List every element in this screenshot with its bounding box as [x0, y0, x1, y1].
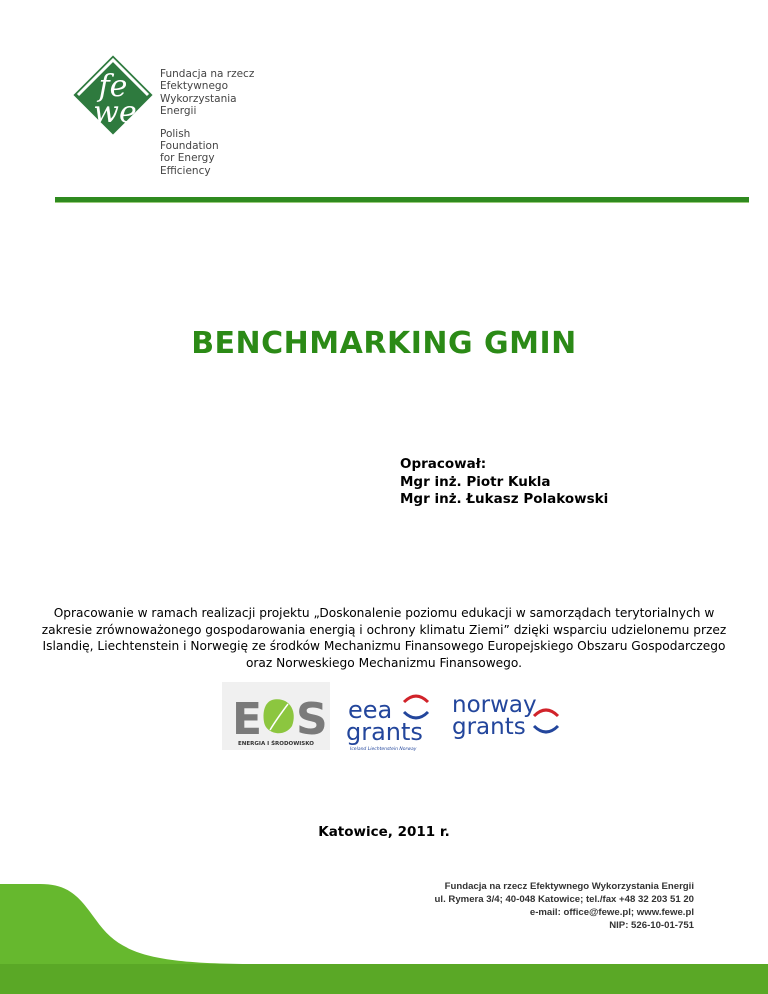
logo-text-pl-1: Fundacja na rzecz	[160, 68, 255, 80]
authors-label: Opracował:	[400, 456, 487, 472]
footer-line-email: e-mail: office@fewe.pl; www.fewe.pl	[529, 907, 694, 918]
norway-grants-logo	[452, 692, 558, 740]
project-description: Opracowanie w ramach realizacji projektu „Doskonalenie poziomu edukacji w samorządach terytorialnych w zakresie zrównoważonego gospodarowania energią i ochrony klimatu Ziemi” dzięki wsparciu udzielonemu przez Islandię, Liechtenstein i Norwegię ze środków Mechanizmu Finansowego Europejskiego Obszaru Gospodarczego oraz Norweskiego Mechanizmu Finansowego.	[41, 606, 727, 670]
footer-line-address: ul. Rymera 3/4; 40-048 Katowice; tel./fax +48 32 203 51 20	[434, 894, 694, 905]
fewe-logo	[68, 40, 266, 190]
partner-logos	[222, 682, 567, 752]
logo-text-pl-4: Energii	[160, 105, 197, 118]
logo-text-en-1: Polish	[160, 127, 191, 140]
eea-text: eea	[348, 696, 393, 724]
eea-subtitle: Iceland Liechtenstein Norway	[350, 747, 417, 752]
author-name-1: Mgr inż. Piotr Kukla	[400, 473, 551, 490]
logo-text-en-2: Foundation	[160, 140, 219, 153]
logo-text-pl-2: Efektywnego	[160, 80, 228, 93]
footer-contact	[435, 880, 694, 932]
eea-grants-logo	[346, 696, 428, 752]
logo-mark-letters-bottom: we	[93, 95, 137, 130]
norway-swirl-icon	[534, 710, 558, 716]
logo-text-pl-3: Wykorzystania	[160, 92, 237, 105]
authors-block	[400, 456, 608, 509]
fewe-logo-mark	[68, 50, 158, 140]
logo-text-en-3: for Energy	[160, 152, 215, 165]
footer-line-name: Fundacja na rzecz Efektywnego Wykorzystania Energii	[444, 881, 694, 892]
es-logo-letter-e: E	[232, 694, 263, 745]
norway-grants-text: grants	[452, 714, 526, 740]
place-date: Katowice, 2011 r.	[318, 824, 450, 840]
norway-text: norway	[452, 692, 537, 718]
footer-line-nip: NIP: 526-10-01-751	[609, 920, 694, 931]
logo-text-en-4: Efficiency	[160, 164, 211, 177]
es-subtitle: ENERGIA I ŚRODOWISKO	[238, 741, 314, 747]
header-divider-light	[55, 202, 749, 203]
page-title: BENCHMARKING GMIN	[191, 326, 577, 361]
es-logo	[222, 682, 330, 750]
eea-grants-text: grants	[346, 718, 423, 746]
es-logo-letter-s: S	[296, 694, 328, 745]
author-name-2: Mgr inż. Łukasz Polakowski	[400, 491, 609, 507]
logo-text	[160, 68, 254, 177]
eea-swirl-icon	[404, 696, 428, 702]
logo-text-gap	[160, 118, 254, 128]
logo-mark-letters-top: fe	[98, 69, 128, 104]
